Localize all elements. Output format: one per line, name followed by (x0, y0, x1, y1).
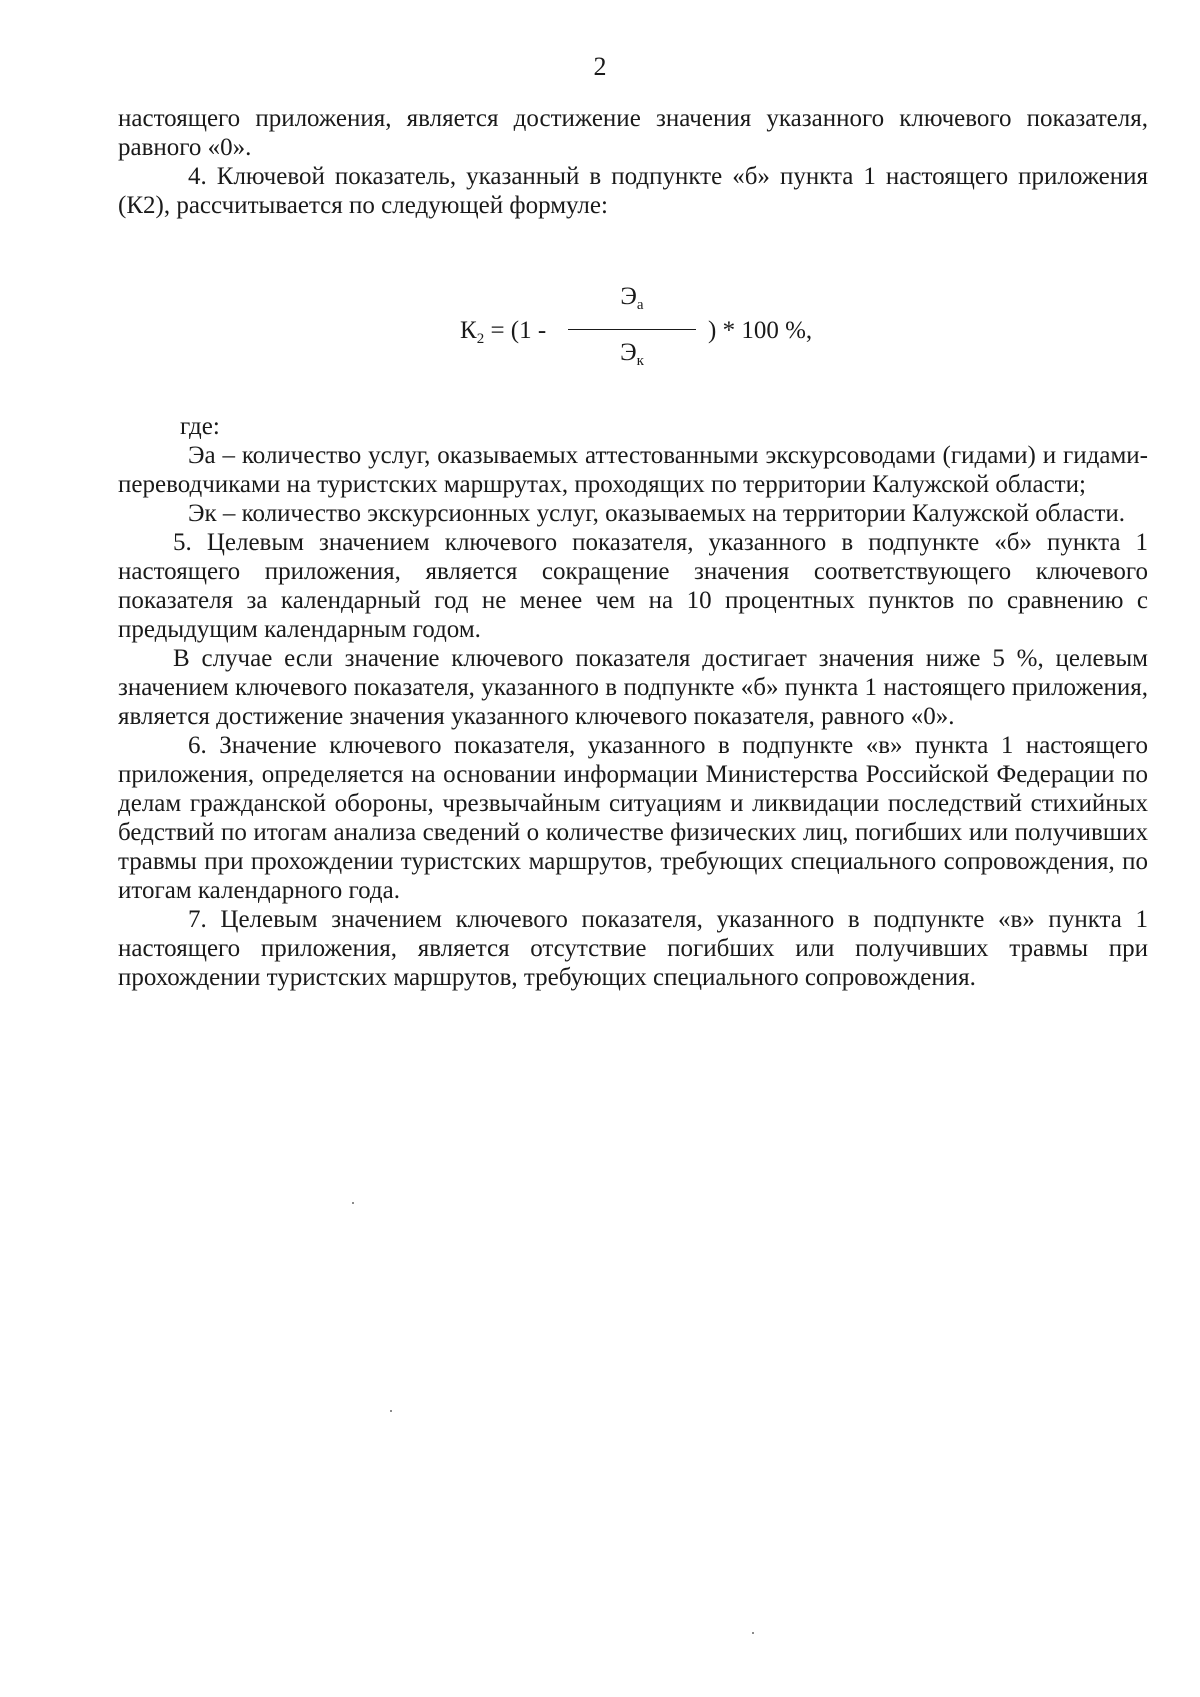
formula-numerator-sub: а (636, 297, 644, 313)
formula-denominator-symbol: Э (620, 339, 637, 366)
definition-ek: Эк – количество экскурсионных услуг, оказываемых на территории Калужской области. (188, 500, 1126, 527)
formula-numerator (568, 282, 696, 311)
paragraph-5: 5. Целевым значением ключевого показателя, указанного в подпункте «б» пункта 1 настоящего приложения, является сокращение значения соответствующего ключевого показателя за календарный год не менее чем на 10 процентных пунктов по сравнению с предыдущим календарным годом. (118, 529, 1148, 643)
formula-fraction (568, 282, 696, 376)
paragraph-7: 7. Целевым значением ключевого показателя, указанного в подпункте «в» пункта 1 настоящего приложения, является отсутствие погибших или получивших травмы при прохождении туристских маршрутов, требующих специального сопровождения. (118, 906, 1148, 991)
paragraph-4: 4. Ключевой показатель, указанный в подпункте «б» пункта 1 настоящего приложения (К2), рассчитывается по следующей формуле: (118, 163, 1148, 219)
scan-speck (752, 1632, 754, 1634)
formula-denominator-sub: к (636, 353, 644, 369)
where-label: где: (180, 413, 220, 440)
page-number: 2 (593, 52, 607, 81)
formula-numerator-symbol: Э (620, 283, 637, 310)
scan-speck (352, 1202, 354, 1204)
paragraph-5-case: В случае если значение ключевого показателя достигает значения ниже 5 %, целевым значением ключевого показателя, указанного в подпункте «б» пункта 1 настоящего приложения, является достижение значения указанного ключевого показателя, равного «0». (118, 645, 1148, 730)
formula-lhs (460, 316, 546, 345)
formula-k2 (118, 256, 1148, 396)
formula-denominator (568, 338, 696, 367)
paragraph-continuation: настоящего приложения, является достижение значения указанного ключевого показателя, равного «0». (118, 105, 1148, 161)
paragraph-6: 6. Значение ключевого показателя, указанного в подпункте «в» пункта 1 настоящего приложения, определяется на основании информации Министерства Российской Федерации по делам гражданской обороны, чрезвычайным ситуациям и ликвидации последствий стихийных бедствий по итогам анализа сведений о количестве физических лиц, погибших или получивших травмы при прохождении туристских маршрутов, требующих специального сопровождения, по итогам календарного года. (118, 732, 1148, 904)
formula-lhs-sub: 2 (476, 331, 485, 347)
document-body (118, 104, 1148, 992)
formula-rhs: ) * 100 %, (708, 317, 813, 344)
formula-lhs-symbol: К (460, 317, 477, 344)
fraction-bar (568, 329, 696, 330)
formula-lhs-rest: = (1 - (484, 317, 547, 344)
definition-ea: Эа – количество услуг, оказываемых аттестованными экскурсоводами (гидами) и гидами-переводчиками на туристских маршрутах, проходящих по территории Калужской области; (118, 442, 1148, 498)
scan-speck (390, 1410, 392, 1412)
